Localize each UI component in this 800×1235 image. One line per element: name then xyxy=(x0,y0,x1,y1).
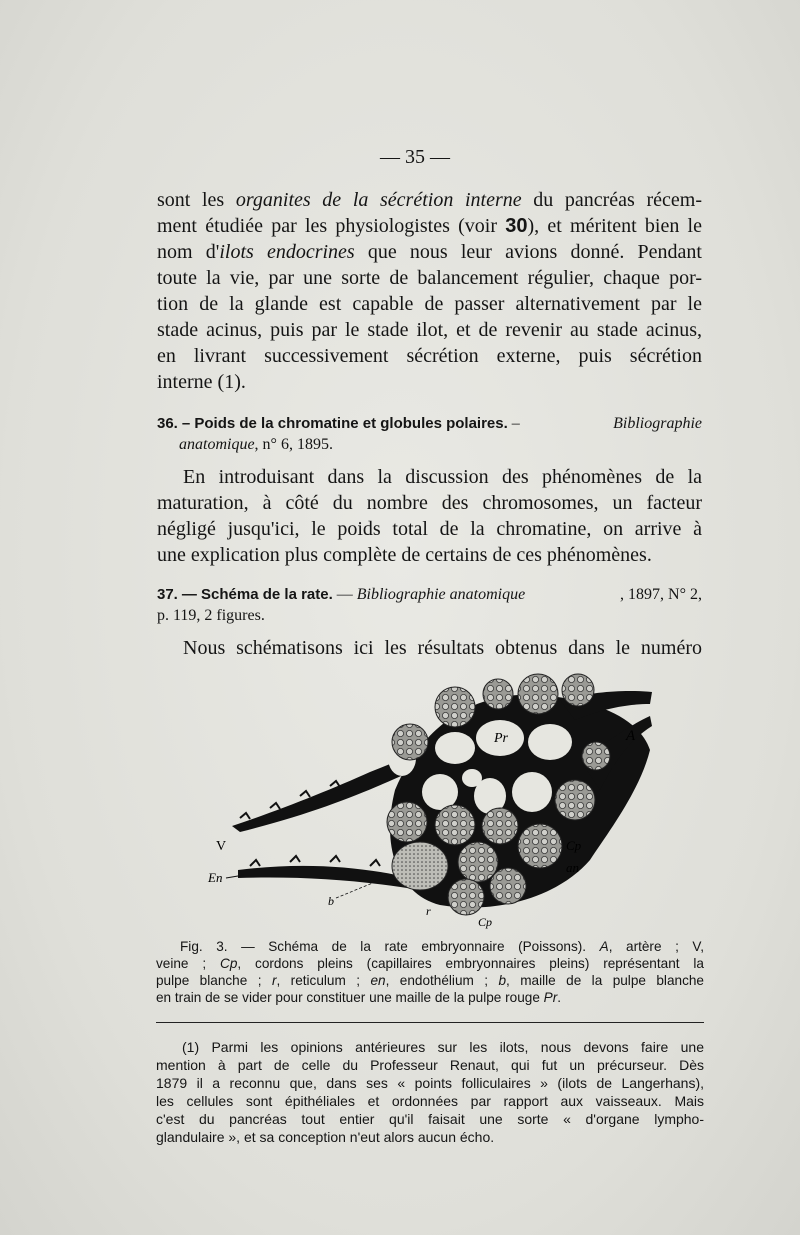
white-pulp-cord xyxy=(555,780,595,820)
white-pulp-cord xyxy=(582,742,610,770)
paragraph-schema: Nous schématisons ici les résultats obtenus dans le numéro xyxy=(183,637,702,659)
text-line: toute la vie, par une sorte de balancement régulier, chaque por- xyxy=(157,267,702,289)
text-line: interne (1). xyxy=(157,371,246,393)
label-cp-lower: Cp xyxy=(478,915,493,929)
white-pulp-cord xyxy=(562,674,594,706)
label-an: an xyxy=(566,860,579,875)
entry-title: – Poids de la chromatine et globules polaires. xyxy=(181,415,508,432)
footnote-rule xyxy=(156,1022,704,1023)
text-line: nom d'ilots endocrines que nous leur avions donné. Pendant xyxy=(157,241,702,263)
bibliography-entry-37: 37. — Schéma de la rate. — Bibliographie anatomique , 1897, N° 2, p. 119, 2 figures. xyxy=(157,586,702,624)
footnote-line: glandulaire », et sa conception n'eut alors aucun écho. xyxy=(156,1129,495,1145)
red-pulp-space xyxy=(422,774,458,810)
text-line: ment étudiée par les physiologistes (voir 30), et méritent bien le xyxy=(157,215,702,237)
journal-name: Bibliographie anatomique xyxy=(356,586,526,603)
page-number: — 35 — xyxy=(380,146,450,168)
caption-line: pulpe blanche ; r, reticulum ; en, endothélium ; b, maille de la pulpe blanche xyxy=(156,973,704,988)
white-pulp-cord xyxy=(448,879,484,915)
bibliography-entry-36: 36. – Poids de la chromatine et globules polaires. – Bibliographie anatomique, n° 6, 1895. xyxy=(157,415,702,453)
footnote-line: les cellules sont épithéliales et ordonnées par rapport aux vaisseaux. Mais xyxy=(156,1093,704,1109)
text-line: tion de la glande est capable de passer alternativement par le xyxy=(157,293,702,315)
text-line: En introduisant dans la discussion des phénomènes de la xyxy=(183,466,702,488)
footnote-line: c'est du pancréas tout entier qu'il faisait une sorte « d'organe lympho- xyxy=(156,1111,704,1127)
red-pulp-space xyxy=(528,724,572,760)
white-pulp-cord xyxy=(387,802,427,842)
white-pulp-cord xyxy=(392,724,428,760)
label-cp-upper: Cp xyxy=(566,838,582,853)
label-a: A xyxy=(626,728,636,744)
entry-number: 37. xyxy=(157,586,178,603)
vein-wall-upper xyxy=(232,760,410,832)
caption-line: en train de se vider pour constituer une maille de la pulpe rouge Pr. xyxy=(156,990,562,1005)
footnote-line: mention à part de celle du Professeur Renaut, qui fut un précurseur. Dès xyxy=(156,1057,704,1073)
entry-title: — Schéma de la rate. xyxy=(181,586,333,603)
text-line: sont les organites de la sécrétion interne du pancréas récem- xyxy=(157,189,702,211)
label-v: V xyxy=(216,839,227,854)
white-pulp-cord xyxy=(483,679,513,709)
caption-line: Fig. 3. — Schéma de la rate embryonnaire (Poissons). A, artère ; V, xyxy=(180,939,704,954)
red-pulp-space xyxy=(512,772,552,812)
entry-number: 36. xyxy=(157,415,178,432)
footnote-line: 1879 il a reconnu que, dans ses « points folliculaires » (ilots de Langerhans), xyxy=(156,1075,704,1091)
label-r: r xyxy=(426,904,431,918)
white-pulp-cord xyxy=(435,805,475,845)
text-line: stade acinus, puis par le stade ilot, et de revenir au stade acinus, xyxy=(157,319,702,341)
label-en: En xyxy=(208,870,223,885)
white-pulp-cord xyxy=(458,842,498,882)
footnote-line: (1) Parmi les opinions antérieures sur les ilots, nous devons faire une xyxy=(182,1039,704,1055)
white-pulp-cord xyxy=(518,674,558,714)
white-pulp-cord xyxy=(490,868,526,904)
text-line: maturation, à côté du nombre des chromosomes, un facteur xyxy=(157,492,702,514)
text-line: une explication plus complète de certains de ces phénomènes. xyxy=(157,544,652,566)
journal-name: Bibliographie xyxy=(613,415,702,432)
red-pulp-space xyxy=(435,732,475,764)
text-line: en livrant successivement sécrétion externe, puis sécrétion xyxy=(157,345,702,367)
emptying-mesh xyxy=(392,842,448,890)
label-b: b xyxy=(328,894,334,908)
white-pulp-cord xyxy=(482,808,518,844)
caption-line: veine ; Cp, cordons pleins (capillaires embryonnaires pleins) représentant la xyxy=(156,956,704,971)
cross-reference: 30 xyxy=(505,215,528,237)
white-pulp-cord xyxy=(518,824,562,868)
white-pulp-cord xyxy=(435,687,475,727)
text-line: négligé jusqu'ici, le poids total de la chromatine, on arrive à xyxy=(157,518,702,540)
label-pr: Pr xyxy=(494,731,508,746)
